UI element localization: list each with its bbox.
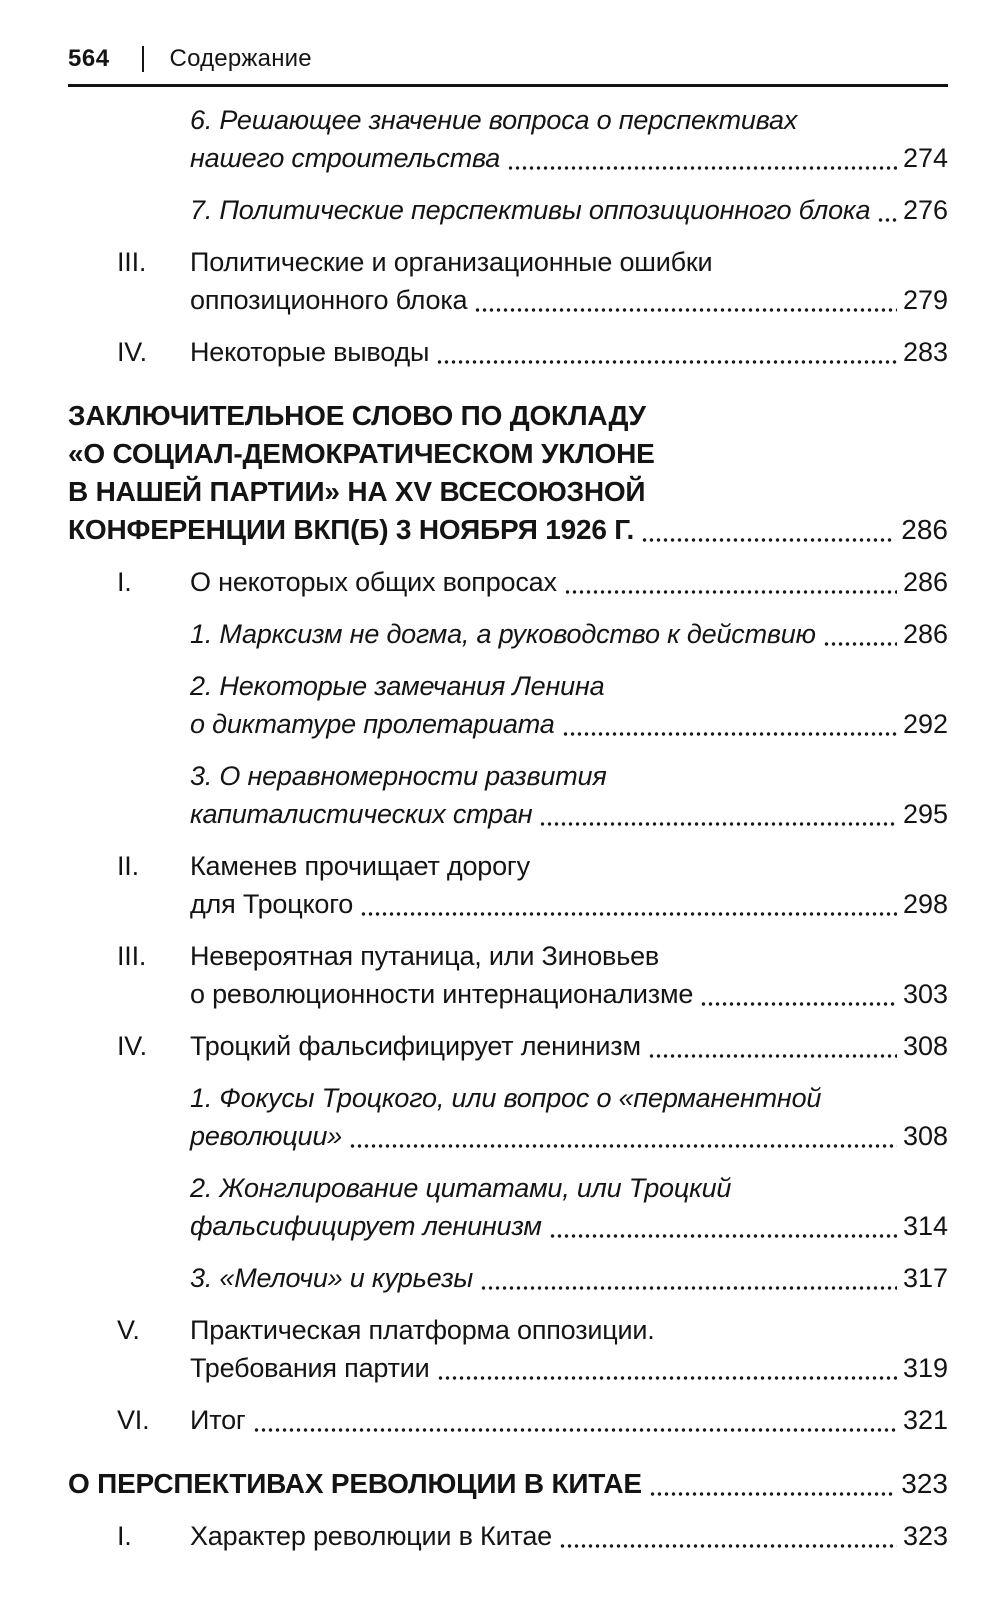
toc-page-number: 303 — [902, 979, 948, 1009]
toc-entry — [68, 1401, 948, 1439]
toc-entry — [68, 667, 948, 743]
toc-roman-numeral: I. — [117, 567, 132, 597]
dot-leader — [539, 822, 897, 826]
toc-entry-line: В НАШЕЙ ПАРТИИ» НА XV ВСЕСОЮЗНОЙ — [68, 476, 646, 507]
dot-leader — [562, 732, 897, 736]
toc-entry-line: 1. Фокусы Троцкого, или вопрос о «перманентной — [190, 1083, 822, 1113]
toc-entry — [68, 563, 948, 601]
header-divider — [142, 46, 144, 72]
toc-roman-numeral: IV. — [117, 337, 147, 367]
toc-entry-line: 2. Некоторые замечания Ленина — [190, 671, 605, 701]
toc-entry — [68, 847, 948, 923]
toc-entry-line — [190, 281, 948, 319]
dot-leader — [507, 166, 897, 170]
dot-leader — [549, 1234, 897, 1238]
toc-entry-line — [190, 333, 948, 371]
toc-roman-numeral: III. — [117, 247, 147, 277]
toc-page-number: 276 — [902, 195, 948, 225]
toc-entry — [68, 1517, 948, 1555]
toc-entry-text: 7. Политические перспективы оппозиционного блока — [190, 195, 871, 225]
toc-entry — [68, 101, 948, 177]
toc-entry-line: 3. О неравномерности развития — [190, 761, 607, 791]
toc-entry — [68, 1259, 948, 1297]
table-of-contents — [68, 101, 948, 1555]
toc-entry-line — [68, 1465, 948, 1503]
dot-leader — [436, 360, 897, 364]
toc-entry-line — [190, 1401, 948, 1439]
toc-entry-text: О ПЕРСПЕКТИВАХ РЕВОЛЮЦИИ В КИТАЕ — [68, 1468, 642, 1499]
toc-entry-line — [190, 795, 948, 833]
dot-leader — [649, 1492, 895, 1496]
toc-entry-line: 2. Жонглирование цитатами, или Троцкий — [190, 1173, 732, 1203]
toc-entry-line — [190, 191, 948, 229]
toc-entry — [68, 1079, 948, 1155]
toc-entry-line — [190, 1027, 948, 1065]
toc-entry-line — [190, 885, 948, 923]
toc-page-number: 274 — [902, 143, 948, 173]
toc-entry — [68, 191, 948, 229]
toc-entry-text: Итог — [190, 1405, 246, 1435]
toc-entry-line — [68, 511, 948, 549]
toc-entry-text: О некоторых общих вопросах — [190, 567, 557, 597]
toc-entry-text: 3. «Мелочи» и курьезы — [190, 1263, 474, 1293]
toc-page-number: 319 — [902, 1353, 948, 1383]
toc-page-number: 323 — [901, 1468, 948, 1499]
toc-entry-line: Каменев прочищает дорогу — [190, 851, 530, 881]
dot-leader — [559, 1544, 897, 1548]
running-head — [68, 46, 948, 72]
toc-entry-text: Характер революции в Китае — [190, 1521, 552, 1551]
toc-page-number: 317 — [902, 1263, 948, 1293]
toc-entry-text: нашего строительства — [190, 143, 501, 173]
dot-leader — [823, 642, 897, 646]
toc-page-number: 286 — [902, 619, 948, 649]
toc-entry-line: Практическая платформа оппозиции. — [190, 1315, 655, 1345]
toc-entry-line — [190, 1207, 948, 1245]
toc-roman-numeral: II. — [117, 851, 139, 881]
dot-leader — [474, 308, 897, 312]
toc-entry-line: 6. Решающее значение вопроса о перспективах — [190, 105, 798, 135]
header-page-number: 564 — [68, 45, 110, 72]
toc-entry-text: о революционности интернационализме — [190, 979, 694, 1009]
toc-entry-text: о диктатуре пролетариата — [190, 709, 555, 739]
dot-leader — [349, 1144, 897, 1148]
toc-entry-text: Троцкий фальсифицирует ленинизм — [190, 1031, 641, 1061]
toc-entry-line — [190, 139, 948, 177]
toc-entry — [68, 937, 948, 1013]
toc-roman-numeral: III. — [117, 941, 147, 971]
toc-roman-numeral: V. — [117, 1315, 140, 1345]
toc-entry-line — [190, 1517, 948, 1555]
toc-page-number: 314 — [902, 1211, 948, 1241]
toc-entry-line — [190, 1117, 948, 1155]
toc-entry — [68, 1465, 948, 1503]
toc-entry — [68, 1027, 948, 1065]
toc-page-number: 308 — [902, 1121, 948, 1151]
toc-page-number: 295 — [902, 799, 948, 829]
toc-entry-text: для Троцкого — [190, 889, 354, 919]
toc-page-number: 308 — [902, 1031, 948, 1061]
toc-entry-text: фальсифицирует ленинизм — [190, 1211, 542, 1241]
dot-leader — [360, 912, 897, 916]
toc-entry — [68, 1311, 948, 1387]
toc-entry-line — [190, 975, 948, 1013]
toc-entry-text: Некоторые выводы — [190, 337, 430, 367]
toc-entry-line: Политические и организационные ошибки — [190, 247, 713, 277]
toc-entry-line: «О СОЦИАЛ-ДЕМОКРАТИЧЕСКОМ УКЛОНЕ — [68, 438, 655, 469]
toc-entry — [68, 1169, 948, 1245]
toc-entry-line — [190, 1259, 948, 1297]
header-title: Содержание — [169, 45, 312, 72]
dot-leader — [253, 1428, 897, 1432]
toc-entry — [68, 333, 948, 371]
toc-entry-line — [190, 563, 948, 601]
dot-leader — [648, 1054, 897, 1058]
toc-entry-line — [190, 1349, 948, 1387]
toc-roman-numeral: IV. — [117, 1031, 147, 1061]
toc-entry — [68, 397, 948, 549]
toc-page-number: 292 — [902, 709, 948, 739]
toc-entry-text: капиталистических стран — [190, 799, 533, 829]
dot-leader — [641, 538, 895, 542]
toc-entry-text: революции» — [190, 1121, 342, 1151]
toc-page-number: 323 — [902, 1521, 948, 1551]
toc-entry-line — [190, 705, 948, 743]
header-rule — [68, 84, 948, 87]
toc-page-number: 286 — [901, 514, 948, 545]
dot-leader — [564, 590, 897, 594]
dot-leader — [480, 1286, 897, 1290]
toc-entry-text: оппозиционного блока — [190, 285, 468, 315]
toc-entry — [68, 615, 948, 653]
toc-entry-line — [190, 615, 948, 653]
toc-page-number: 279 — [902, 285, 948, 315]
toc-entry-text: КОНФЕРЕНЦИИ ВКП(Б) 3 НОЯБРЯ 1926 Г. — [68, 514, 635, 545]
dot-leader — [700, 1002, 897, 1006]
toc-entry — [68, 243, 948, 319]
toc-page-number: 321 — [902, 1405, 948, 1435]
toc-roman-numeral: I. — [117, 1521, 132, 1551]
toc-entry-line: Невероятная путаница, или Зиновьев — [190, 941, 660, 971]
toc-entry-text: Требования партии — [190, 1353, 430, 1383]
toc-page-number: 283 — [902, 337, 948, 367]
toc-roman-numeral: VI. — [117, 1405, 150, 1435]
dot-leader — [877, 218, 897, 222]
dot-leader — [437, 1376, 897, 1380]
toc-entry-line: ЗАКЛЮЧИТЕЛЬНОЕ СЛОВО ПО ДОКЛАДУ — [68, 400, 646, 431]
toc-page-number: 298 — [902, 889, 948, 919]
toc-page-number: 286 — [902, 567, 948, 597]
toc-entry-text: 1. Марксизм не догма, а руководство к действию — [190, 619, 816, 649]
toc-entry — [68, 757, 948, 833]
